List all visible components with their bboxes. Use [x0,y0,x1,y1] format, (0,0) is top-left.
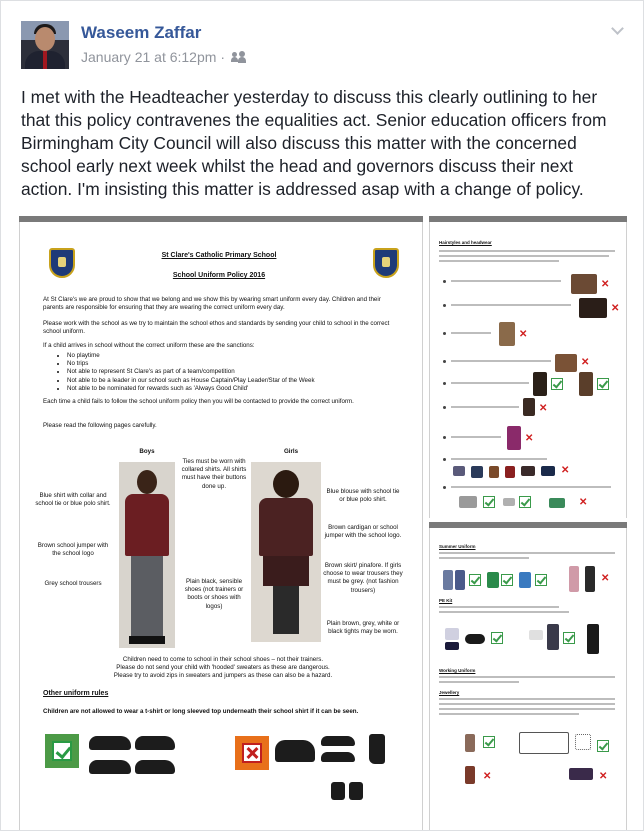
headwear-image [453,466,465,476]
summer-dress-image [455,570,465,590]
black-shoe-image [135,760,175,774]
trousers-image [585,566,595,592]
summer-dress-image [443,570,453,590]
black-shoe-image [135,736,175,750]
sanctions-intro: If a child arrives in school without the correct uniform these are the sanctions: [43,342,255,349]
tick-icon [563,632,575,644]
stud-earring-image [575,734,591,750]
headband-image [459,496,477,508]
joggers-image [547,624,559,650]
boys-jumper-note: Brown school jumper with the school logo [37,542,109,558]
girls-tights-note: Plain brown, grey, white or black tights may be worn. [326,620,400,636]
tick-icon [551,378,563,390]
sanctions-list [57,352,397,393]
cross-icon: ✕ [561,465,570,476]
cross-icon: ✕ [483,771,492,782]
joggers-image [587,624,599,654]
trainer-image [321,752,355,762]
tshirt-rule: Children are not allowed to wear a t-shirt or long sleeved top underneath their school shirt if it can be seen. [43,708,359,715]
school-name: St Clare's Catholic Primary School [161,252,277,259]
pe-shorts-image [445,642,459,650]
list-item: • Not able to be nominated for rewards such as 'Always Good Child' [67,385,397,393]
earring-image [465,734,475,752]
trainer-image [275,740,315,762]
headband-image [503,498,515,506]
boot-image [369,734,385,764]
working-uniform-heading: Working Uniform [439,668,476,673]
friends-icon[interactable] [231,51,247,63]
trainer-image [321,736,355,746]
earring-image [465,766,475,784]
cross-icon: ✕ [581,357,590,368]
tick-icon [597,378,609,390]
headwear-image [521,466,535,476]
tick-icon [483,496,495,508]
author-name[interactable]: Waseem Zaffar [81,23,202,42]
girls-cardigan-note: Brown cardigan or school jumper with the school logo. [324,524,402,540]
cross-icon: ✕ [525,433,534,444]
shoes-line-1: Children need to come to school in their school shoes – not their trainers. [122,656,324,663]
hairstyle-image [555,354,577,372]
black-shoe-image [89,736,131,750]
shoes-line-2: Please do not send your child with 'hooded' sweaters as these are dangerous. [116,664,330,671]
tick-icon [469,574,481,586]
tick-icon [52,741,72,761]
girls-skirt-note: Brown skirt/ pinafore. If girls choose to wear trousers they must be grey. (not fashion trousers) [323,562,403,594]
photo-summer-uniform-page[interactable] [429,522,627,830]
boy-uniform-photo [119,462,175,648]
cross-icon: ✕ [579,497,588,508]
boys-trousers-note: Grey school trousers [44,580,102,587]
pe-kit-heading: PE Kit [439,598,453,603]
cross-icon: ✕ [599,771,608,782]
meta-separator: · [220,49,226,65]
tick-icon [597,740,609,752]
tick-icon [483,736,495,748]
tick-icon [491,632,503,644]
girls-blouse-note: Blue blouse with school tie or blue polo shirt. [326,488,400,504]
boys-heading: Boys [139,448,155,455]
headwear-image [471,466,483,478]
tick-icon [519,496,531,508]
policy-title: School Uniform Policy 2016 [172,272,266,279]
read-pages-note: Please read the following pages carefully. [43,422,157,429]
headwear-image [541,466,555,476]
boot-image [331,782,345,800]
tick-icon [535,574,547,586]
hairstyle-image [523,398,535,416]
polo-shirt-image [519,572,531,588]
photo-uniform-policy-page-1[interactable] [19,216,423,830]
ties-note: Ties must be worn with collared shirts. All shirts must have their buttons done up. [181,458,247,490]
post-timestamp[interactable]: January 21 at 6:12pm [81,49,217,65]
photo-hairstyles-page[interactable] [429,216,627,518]
tick-icon [501,574,513,586]
watch-image [569,768,593,780]
boot-image [349,782,363,800]
school-crest-icon [49,248,75,278]
school-crest-icon [373,248,399,278]
headwear-image [505,466,515,478]
trousers-image [569,566,579,592]
post-meta [81,49,247,65]
headwear-image [489,466,499,478]
boys-shirt-note: Blue shirt with collar and school tie or blue polo shirt. [35,492,111,508]
hairstyle-image [499,322,515,346]
list-item: • No trips [67,360,397,368]
chevron-down-icon[interactable] [611,23,623,35]
intro-paragraph-1: At St Clare's we are proud to show that we belong and we show this by wearing smart uniform every day. Children and their parents are responsible for ensuring that they are wearing the correct uniform every day. [43,296,381,312]
list-item: • Not able to be a leader in our school such as House Captain/Play Leader/Star of the Week [67,377,397,385]
pe-tshirt-image [445,628,459,640]
girl-uniform-photo [251,462,321,642]
girls-heading: Girls [283,448,299,455]
hairstyles-heading: Hairstyles and headwear [439,240,492,245]
hairstyle-image [579,372,593,396]
cross-icon: ✕ [601,573,610,584]
shoes-line-3: Please try to avoid zips in sweaters and jumpers as these can also be a hazard. [113,672,333,679]
hairstyle-image [533,372,547,396]
hairstyle-image [507,426,521,450]
cross-icon: ✕ [601,279,610,290]
avatar[interactable] [21,21,69,69]
contact-paragraph: Each time a child fails to follow the school uniform policy then you will be contacted to provide the correct uniform. [43,398,354,405]
list-item: • Not able to represent St Clare's as part of a team/competition [67,368,397,376]
cross-icon: ✕ [519,329,528,340]
cross-icon [242,743,262,763]
headband-image [549,498,565,508]
pe-item-image [529,630,543,640]
other-rules-heading: Other uniform rules [43,690,109,697]
intro-paragraph-2: Please work with the school as we try to maintain the school ethos and standards by sending your child to school in the correct school uniform. [43,320,390,336]
hairstyle-image [579,298,607,318]
plimsoll-image [465,634,485,644]
black-shoe-image [89,760,131,774]
jewellery-heading: Jewellery [439,690,460,695]
shoes-note: Plain black, sensible shoes (not trainers or boots or shoes with logos) [184,578,244,610]
list-item: • No playtime [67,352,397,360]
polo-shirt-image [487,572,499,588]
cross-icon: ✕ [611,303,620,314]
hairstyle-image [571,274,597,294]
cross-icon: ✕ [539,403,548,414]
note-box [519,732,569,754]
post-text: I met with the Headteacher yesterday to discuss this clearly outlining to her that this policy contravenes the equalities act. Senior education officers from Birmingham City Council will also discuss this matter with the concerned school early next week whilst the head and governors discuss their next action. I'm insisting this matter is addressed asap with a change of policy. [21,87,607,199]
summer-uniform-heading: Summer Uniform [439,544,476,549]
